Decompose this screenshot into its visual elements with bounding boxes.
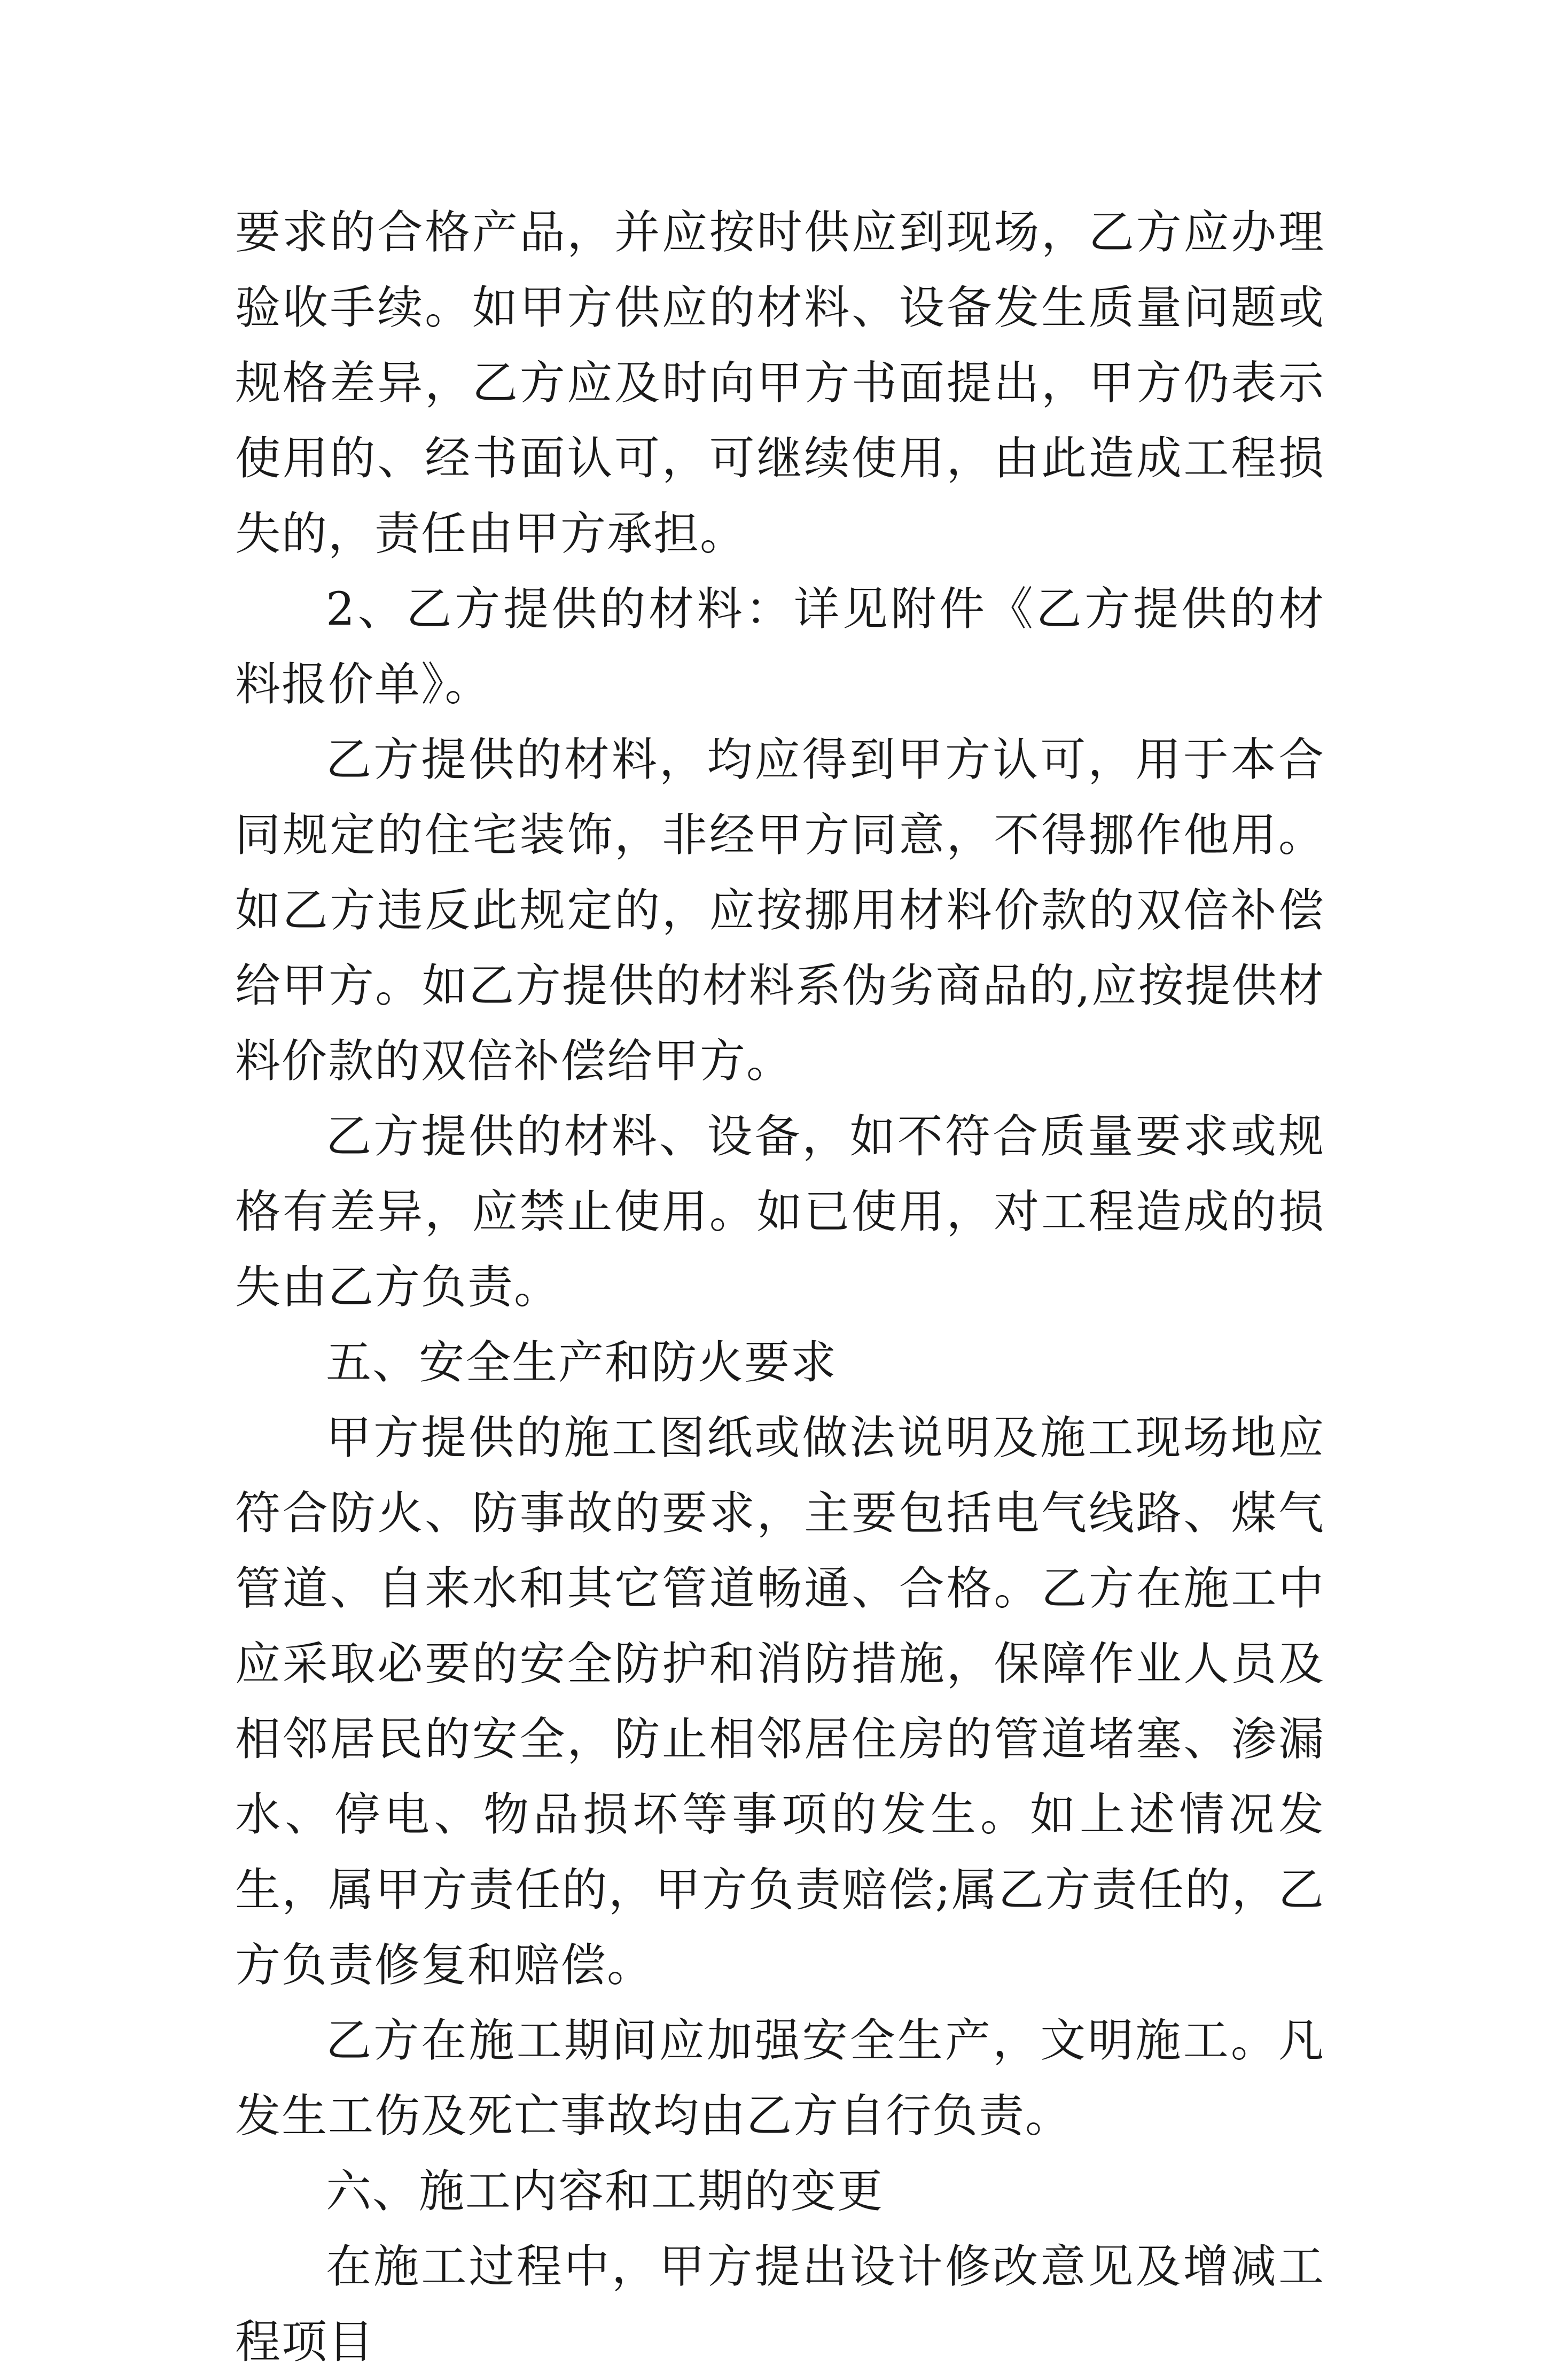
paragraph-design-changes: 在施工过程中，甲方提出设计修改意见及增减工程项目 (235, 2241, 1325, 2369)
paragraph-party-b-materials: 2、乙方提供的材料：详见附件《乙方提供的材料报价单》。 (235, 583, 1325, 711)
paragraph-party-b-materials-approval: 乙方提供的材料，均应得到甲方认可，用于本合同规定的住宅装饰，非经甲方同意，不得挪作他用。如乙方违反此规定的，应按挪用材料价款的双倍补偿给甲方。如乙方提供的材料系伪劣商品的,应按提供材料价款的双倍补偿给甲方。 (235, 734, 1325, 1088)
paragraph-safe-construction: 乙方在施工期间应加强安全生产，文明施工。凡发生工伤及死亡事故均由乙方自行负责。 (235, 2015, 1325, 2143)
section-heading-changes: 六、施工内容和工期的变更 (326, 2165, 884, 2218)
paragraph-material-acceptance: 要求的合格产品，并应按时供应到现场，乙方应办理验收手续。如甲方供应的材料、设备发生质量问题或规格差异，乙方应及时向甲方书面提出，甲方仍表示使用的、经书面认可，可继续使用，由此造成工程损失的，责任由甲方承担。 (235, 206, 1325, 561)
paragraph-fire-safety: 甲方提供的施工图纸或做法说明及施工现场地应符合防火、防事故的要求，主要包括电气线路、煤气管道、自来水和其它管道畅通、合格。乙方在施工中应采取必要的安全防护和消防措施，保障作业人员及相邻居民的安全，防止相邻居住房的管道堵塞、渗漏水、停电、物品损坏等事项的发生。如上述情况发生，属甲方责任的，甲方负责赔偿;属乙方责任的，乙方负责修复和赔偿。 (235, 1412, 1325, 1992)
section-heading-safety: 五、安全生产和防火要求 (326, 1336, 838, 1389)
paragraph-nonconforming-materials: 乙方提供的材料、设备，如不符合质量要求或规格有差异，应禁止使用。如已使用，对工程造成的损失由乙方负责。 (235, 1110, 1325, 1314)
document-body (235, 195, 1325, 2380)
